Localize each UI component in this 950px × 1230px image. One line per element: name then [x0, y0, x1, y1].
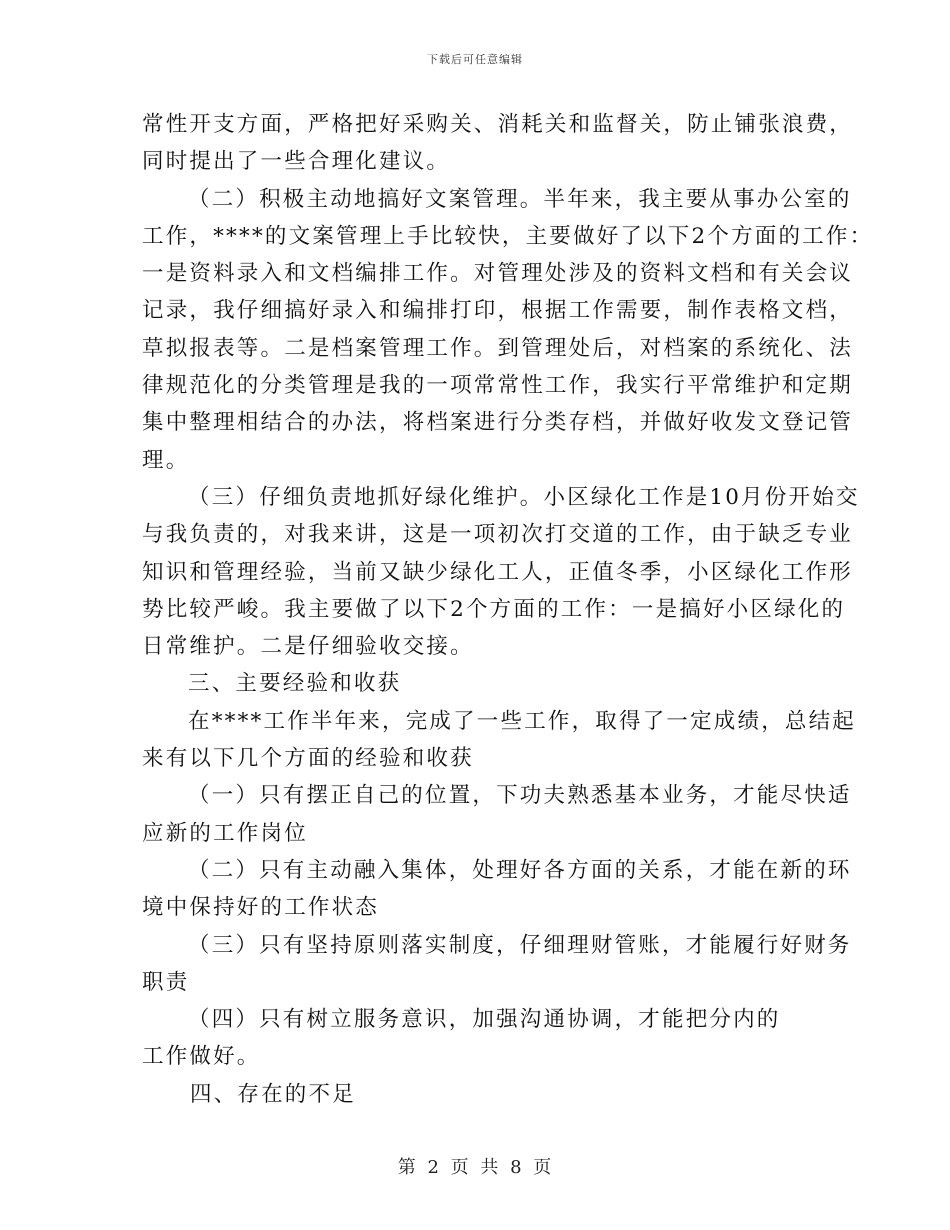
paragraph-line: 记录，我仔细搞好录入和编排打印，根据工作需要，制作表格文档，	[142, 298, 854, 324]
paragraph-line: 与我负责的，对我来讲，这是一项初次打交道的工作，由于缺乏专业	[142, 522, 854, 548]
paragraph-line: （三）只有坚持原则落实制度，仔细理财管账，才能履行好财务	[188, 932, 852, 958]
section-heading: 四、存在的不足	[190, 1081, 356, 1107]
paragraph-line: 一是资料录入和文档编排工作。对管理处涉及的资料文档和有关会议	[142, 261, 854, 287]
paragraph-line: 同时提出了一些合理化建议。	[142, 149, 451, 175]
paragraph-line: 境中保持好的工作状态	[142, 895, 380, 921]
paragraph-line: 工作做好。	[142, 1044, 261, 1070]
paragraph-line: 草拟报表等。二是档案管理工作。到管理处后，对档案的系统化、法	[142, 335, 854, 361]
paragraph-line: 应新的工作岗位	[142, 820, 308, 846]
paragraph-line: （三）仔细负责地抓好绿化维护。小区绿化工作是10月份开始交	[188, 484, 860, 510]
paragraph-line: （一）只有摆正自己的位置，下功夫熟悉基本业务，才能尽快适	[188, 783, 852, 809]
paragraph-line: 常性开支方面，严格把好采购关、消耗关和监督关，防止铺张浪费，	[142, 112, 854, 137]
paragraph-line: 律规范化的分类管理是我的一项常常性工作，我实行平常维护和定期	[142, 373, 854, 399]
download-note: 下载后可任意编辑	[427, 53, 523, 66]
page-number: 第 2 页 共 8 页	[397, 1157, 553, 1178]
paragraph-line: 知识和管理经验，当前又缺少绿化工人，正值冬季，小区绿化工作形	[142, 559, 854, 585]
document-body	[142, 106, 874, 1113]
paragraph-line: （四）只有树立服务意识，加强沟通协调，才能把分内的	[188, 1007, 781, 1033]
paragraph-line: 理。	[142, 447, 190, 473]
paragraph-line: 来有以下几个方面的经验和收获	[142, 746, 474, 772]
paragraph-line: 势比较严峻。我主要做了以下2个方面的工作：一是搞好小区绿化的	[142, 596, 846, 622]
paragraph-line: （二）积极主动地搞好文案管理。半年来，我主要从事办公室的	[188, 186, 852, 212]
paragraph-line: 在****工作半年来，完成了一些工作，取得了一定成绩，总结起	[188, 708, 857, 734]
paragraph-line: 日常维护。二是仔细验收交接。	[142, 634, 474, 660]
paragraph-line: 工作，****的文案管理上手比较快，主要做好了以下2个方面的工作：	[142, 223, 874, 249]
paragraph-line: 职责	[142, 969, 190, 995]
section-heading: 三、主要经验和收获	[188, 671, 402, 697]
paragraph-line: （二）只有主动融入集体，处理好各方面的关系，才能在新的环	[188, 857, 852, 883]
paragraph-line: 集中整理相结合的办法，将档案进行分类存档，并做好收发文登记管	[142, 410, 854, 436]
